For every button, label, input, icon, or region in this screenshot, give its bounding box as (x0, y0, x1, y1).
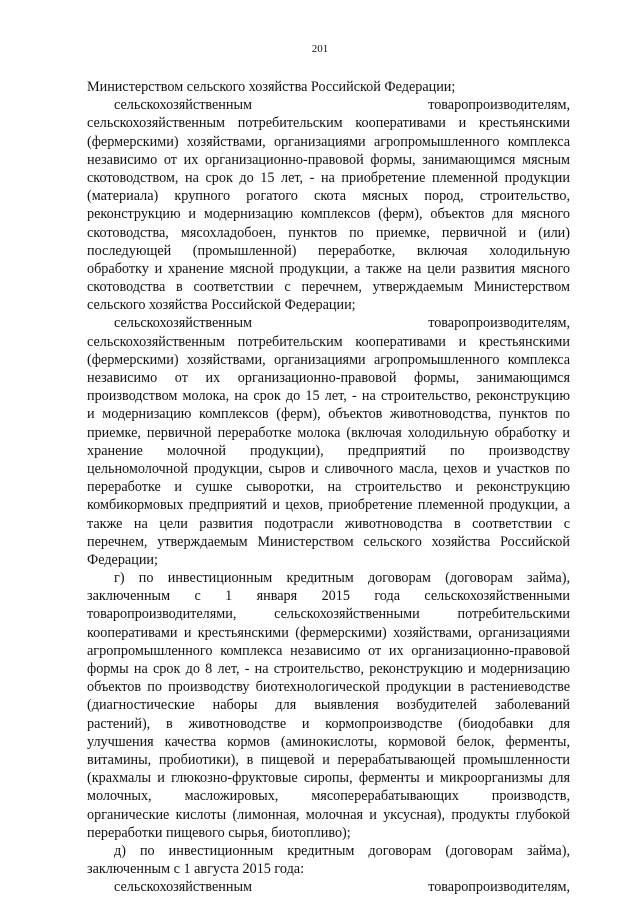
text-line: независимо от их организационно-правовой формы, занимающимся мясным (87, 151, 570, 168)
text-line: витамины, пробиотики), в пищевой и перерабатывающей промышленности (87, 751, 570, 768)
text-line: производством молока, на срок до 15 лет, - на строительство, реконструкцию (87, 388, 570, 405)
text-line: сельскохозяйственным товаропроизводителям, (114, 315, 570, 332)
text-line: объектов по производству биотехнологической продукции в растениеводстве (87, 679, 570, 696)
text-line: реконструкцию и модернизацию комплексов (ферм), объектов для мясного (87, 206, 570, 223)
text-line: Министерством сельского хозяйства Российской Федерации; (87, 79, 456, 95)
text-line: товаропроизводителями, сельскохозяйственными потребительскими (87, 606, 570, 623)
text-line: агропромышленного комплекса независимо от их организационно-правовой (87, 642, 570, 659)
text-line: и модернизацию комплексов (ферм), объектов животноводства, пунктов по (87, 406, 570, 423)
text-line: скотоводства, мясохладобоен, пунктов по приемке, первичной и (или) (87, 224, 570, 241)
text-line: органические кислоты (лимонная, молочная и уксусная), продукты глубокой (87, 806, 570, 823)
text-line: хранение молочной продукции), предприятий по производству (87, 442, 570, 459)
text-line: скотоводства в соответствии с перечнем, утверждаемым Министерством (87, 279, 570, 296)
text-line: последующей (промышленной) переработке, включая холодильную (87, 242, 570, 259)
text-line: переработке и сушке сыворотки, на строительство и реконструкцию (87, 479, 570, 496)
text-line: улучшения качества кормов (аминокислоты, кормовой белок, ферменты, (87, 733, 570, 750)
text-line: независимо от их организационно-правовой формы, занимающимся (87, 370, 570, 386)
text-line: комбикормовых предприятий и цехов, приобретение племенной продукции, а (87, 497, 570, 514)
page-number: 201 (311, 43, 329, 55)
text-line: скотоводством, на срок до 15 лет, - на приобретение племенной продукции (87, 169, 570, 186)
text-line: (диагностические наборы для выявления возбудителей заболеваний (87, 697, 570, 714)
text-line: г) по инвестиционным кредитным договорам (договорам займа), (114, 570, 570, 587)
text-line: также на цели развития подотрасли животноводства в соответствии с (87, 515, 570, 532)
text-line: (фермерскими) хозяйствами, организациями агропромышленного комплекса (87, 351, 570, 368)
text-line: (материала) крупного рогатого скота мясных пород, строительство, (87, 188, 570, 205)
text-line: сельскохозяйственным потребительским кооперативами и крестьянскими (87, 115, 570, 132)
text-line: сельскохозяйственным потребительским кооперативами и крестьянскими (87, 333, 570, 350)
body-text (87, 78, 570, 896)
text-line: Федерации; (87, 551, 158, 568)
text-line: (фермерскими) хозяйствами, организациями агропромышленного комплекса (87, 133, 570, 150)
text-line: приемке, первичной переработке молока (включая холодильную обработку и (87, 424, 570, 441)
text-line: сельскохозяйственным товаропроизводителям, (114, 97, 570, 114)
text-line: сельского хозяйства Российской Федерации; (87, 297, 356, 314)
text-line: растений), в животноводстве и кормопроизводстве (биодобавки для (87, 715, 570, 732)
text-line: обработку и хранение мясной продукции, а также на цели развития мясного (87, 260, 570, 277)
text-line: заключенным с 1 января 2015 года сельскохозяйственными (87, 588, 570, 605)
text-line: цельномолочной продукции, сыров и сливочного масла, цехов и участков по (87, 460, 570, 477)
text-line: д) по инвестиционным кредитным договорам (договорам займа), (114, 842, 570, 859)
text-line: перечнем, утверждаемым Министерством сельского хозяйства Российской (87, 533, 570, 550)
text-line: заключенным с 1 августа 2015 года: (87, 861, 305, 878)
text-line: кооперативами и крестьянскими (фермерскими) хозяйствами, организациями (87, 624, 570, 641)
text-line: формы на срок до 8 лет, - на строительство, реконструкцию и модернизацию (87, 661, 570, 677)
text-line: сельскохозяйственным товаропроизводителям, (114, 879, 570, 896)
text-line: (крахмалы и глюкозно-фруктовые сиропы, ферменты и микроорганизмы для (87, 770, 570, 787)
text-line: переработки пищевого сырья, биотопливо); (87, 824, 351, 841)
text-line: молочных, масложировых, мясоперерабатывающих производств, (87, 788, 570, 805)
